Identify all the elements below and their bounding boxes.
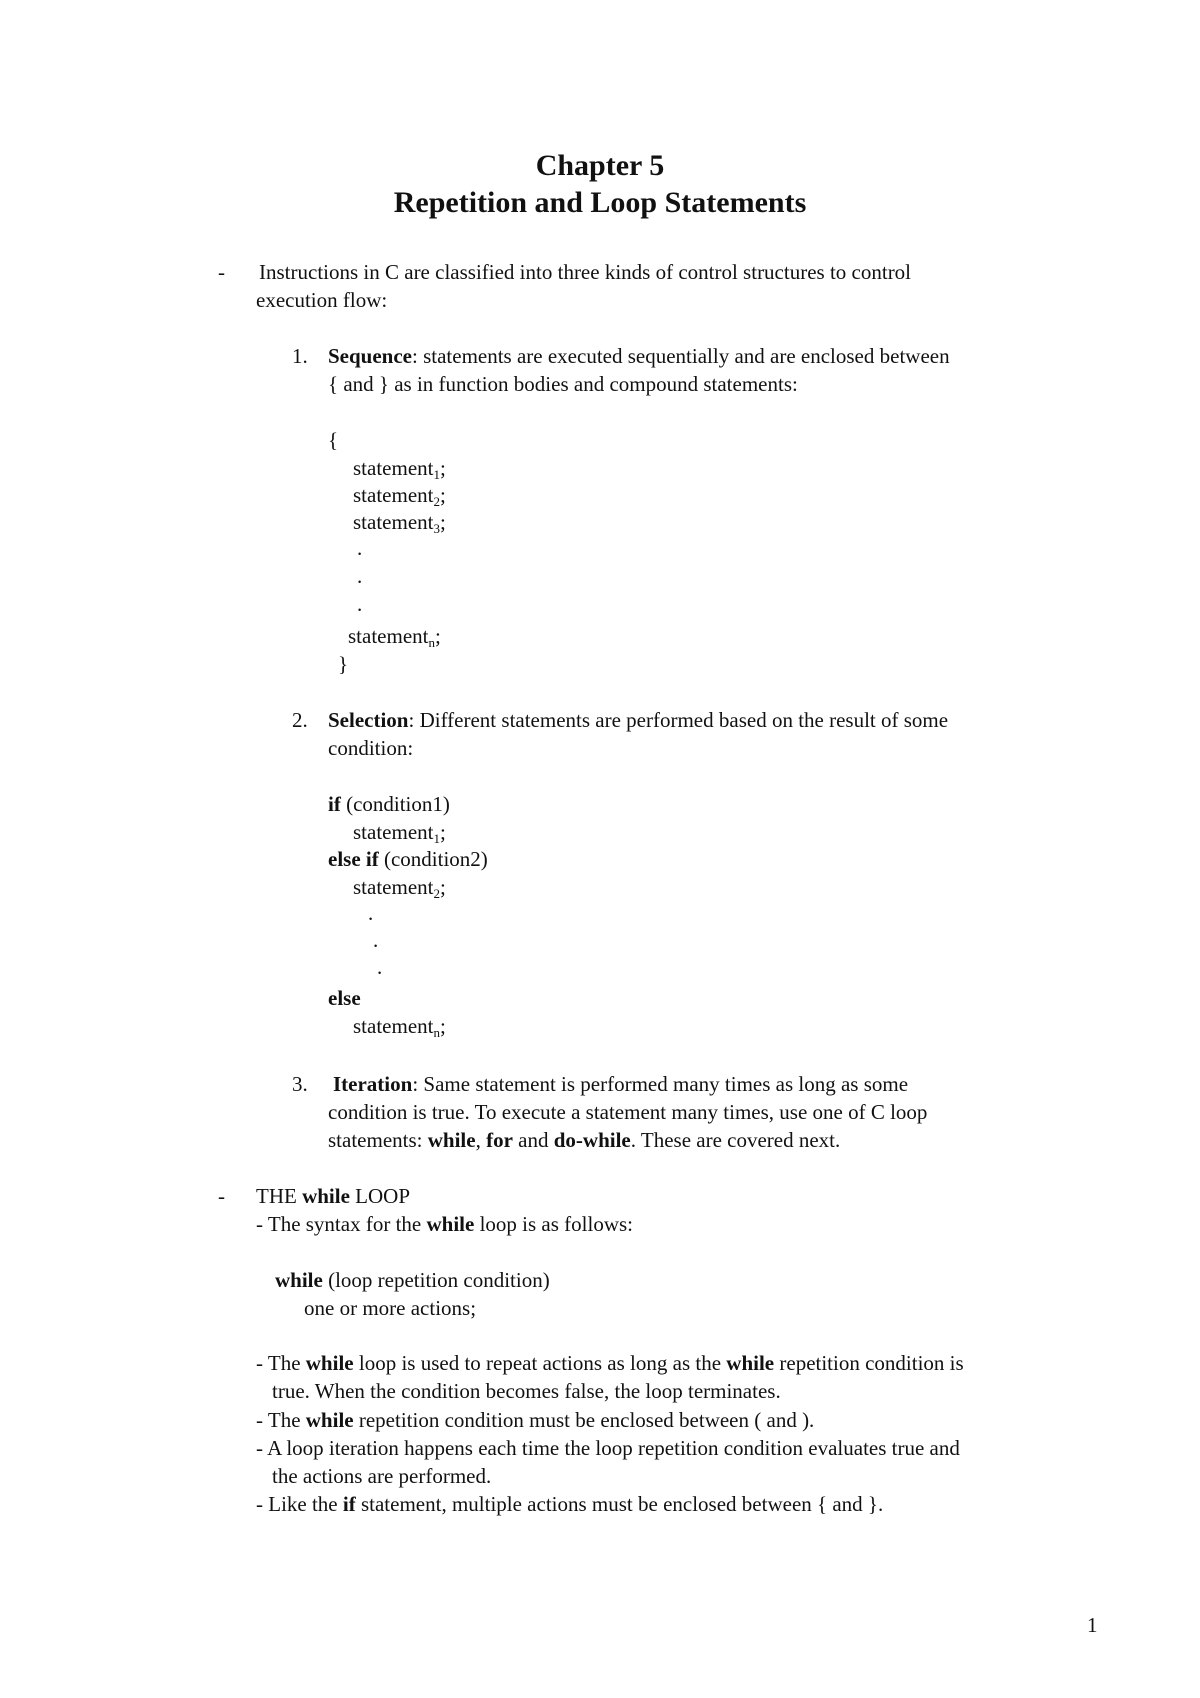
point-1-pre: - The: [256, 1351, 306, 1375]
keyword-while: while: [305, 1408, 354, 1432]
iteration-line-3-pre: statements:: [328, 1128, 428, 1152]
semicolon: ;: [439, 1014, 446, 1038]
iteration-line-3-post: . These are covered next.: [630, 1128, 841, 1152]
point-2-pre: - The: [256, 1408, 306, 1432]
statement-subscript: 1: [433, 831, 440, 846]
syntax-pre: - The syntax for the: [256, 1212, 427, 1236]
selection-else-if-line: [328, 849, 488, 870]
statement-word: statement: [353, 483, 434, 507]
selection-ellipsis-dot-2: .: [373, 928, 379, 952]
selection-line-1-text: : Different statements are performed based on the result of some: [408, 708, 949, 732]
loop-condition: (loop repetition condition): [322, 1268, 550, 1292]
keyword-do-while: do-while: [553, 1128, 631, 1152]
condition-1: (condition1): [340, 792, 450, 816]
while-point-3-line-2: the actions are performed.: [272, 1464, 492, 1488]
point-4-post: statement, multiple actions must be enclosed between { and }.: [355, 1492, 884, 1516]
iteration-number: 3.: [292, 1072, 308, 1096]
while-point-4: [256, 1494, 883, 1515]
intro-line-1: Instructions in C are classified into three kinds of control structures to control: [259, 260, 912, 284]
while-bullet: -: [218, 1184, 225, 1208]
selection-statement-n: [353, 1014, 446, 1040]
sequence-line-1-text: : statements are executed sequentially and are enclosed between: [412, 344, 950, 368]
keyword-for: for: [486, 1128, 513, 1152]
keyword-while: while: [305, 1351, 354, 1375]
iteration-term: Iteration: [333, 1072, 413, 1096]
statement-word: statement: [353, 875, 434, 899]
while-code-line-1: [275, 1270, 550, 1291]
point-4-pre: - Like the: [256, 1492, 343, 1516]
statement-word: statement: [353, 820, 434, 844]
statement-subscript: n: [428, 635, 435, 650]
selection-ellipsis-dot-1: .: [368, 901, 374, 925]
heading-pre: THE: [256, 1184, 303, 1208]
sequence-term: Sequence: [328, 344, 412, 368]
semicolon: ;: [434, 624, 441, 648]
point-2-post: repetition condition must be enclosed between ( and ).: [353, 1408, 815, 1432]
sequence-ellipsis-dot-2: .: [357, 564, 363, 588]
page-number: 1: [1087, 1613, 1098, 1637]
sequence-number: 1.: [292, 344, 308, 368]
chapter-title: Chapter 5: [535, 149, 665, 182]
sequence-line-1: [328, 346, 950, 367]
heading-post: LOOP: [349, 1184, 411, 1208]
while-syntax-intro: [256, 1214, 633, 1235]
conjunction: and: [512, 1128, 554, 1152]
sequence-open-brace: {: [328, 428, 339, 452]
sequence-statement-3: [353, 510, 446, 536]
selection-ellipsis-dot-3: .: [377, 955, 383, 979]
semicolon: ;: [439, 875, 446, 899]
while-point-3-line-1: - A loop iteration happens each time the loop repetition condition evaluates true and: [256, 1436, 960, 1460]
keyword-if: if: [342, 1492, 356, 1516]
selection-term: Selection: [328, 708, 409, 732]
statement-word: statement: [353, 1014, 434, 1038]
sequence-line-2: { and } as in function bodies and compound statements:: [328, 372, 798, 396]
iteration-line-1: [333, 1074, 908, 1095]
statement-word: statement: [353, 510, 434, 534]
while-code-line-2: one or more actions;: [304, 1296, 477, 1320]
selection-line-2: condition:: [328, 736, 414, 760]
while-point-1-line-2: true. When the condition becomes false, the loop terminates.: [272, 1379, 781, 1403]
selection-number: 2.: [292, 708, 308, 732]
keyword-if: if: [360, 847, 379, 871]
keyword-while: while: [426, 1212, 475, 1236]
sequence-statement-2: [353, 483, 446, 509]
selection-if-line: [328, 794, 450, 815]
statement-word: statement: [348, 624, 429, 648]
selection-else-line: [328, 988, 361, 1009]
while-heading: [256, 1186, 410, 1207]
semicolon: ;: [439, 820, 446, 844]
sequence-ellipsis-dot-1: .: [357, 536, 363, 560]
iteration-line-1-text: : Same statement is performed many times as long as some: [412, 1072, 909, 1096]
keyword-while: while: [302, 1184, 350, 1208]
syntax-post: loop is as follows:: [474, 1212, 633, 1236]
point-1-post: repetition condition is: [774, 1351, 964, 1375]
sequence-statement-n: [348, 624, 441, 650]
statement-subscript: 3: [433, 521, 440, 536]
sequence-statement-1: [353, 456, 446, 482]
keyword-else: else: [328, 847, 361, 871]
while-point-2: [256, 1410, 814, 1431]
statement-subscript: n: [433, 1025, 440, 1040]
keyword-else: else: [328, 986, 361, 1010]
keyword-if: if: [328, 792, 341, 816]
iteration-line-3: [328, 1130, 840, 1151]
selection-statement-1: [353, 820, 446, 846]
semicolon: ;: [439, 483, 446, 507]
statement-word: statement: [353, 456, 434, 480]
statement-subscript: 1: [433, 467, 440, 482]
chapter-subtitle: Repetition and Loop Statements: [393, 186, 807, 219]
intro-line-2: execution flow:: [256, 288, 388, 312]
while-point-1-line-1: [256, 1353, 964, 1374]
statement-subscript: 2: [433, 494, 440, 509]
sequence-ellipsis-dot-3: .: [357, 592, 363, 616]
keyword-while: while: [275, 1268, 323, 1292]
sequence-close-brace: }: [338, 652, 349, 676]
intro-bullet: -: [218, 260, 225, 284]
semicolon: ;: [439, 456, 446, 480]
iteration-line-2: condition is true. To execute a statement many times, use one of C loop: [328, 1100, 928, 1124]
point-1-mid: loop is used to repeat actions as long as the: [353, 1351, 727, 1375]
statement-subscript: 2: [433, 886, 440, 901]
semicolon: ;: [439, 510, 446, 534]
keyword-while: while: [726, 1351, 775, 1375]
selection-line-1: [328, 710, 948, 731]
keyword-while: while: [427, 1128, 476, 1152]
comma: ,: [475, 1128, 487, 1152]
selection-statement-2: [353, 875, 446, 901]
condition-2: (condition2): [378, 847, 488, 871]
